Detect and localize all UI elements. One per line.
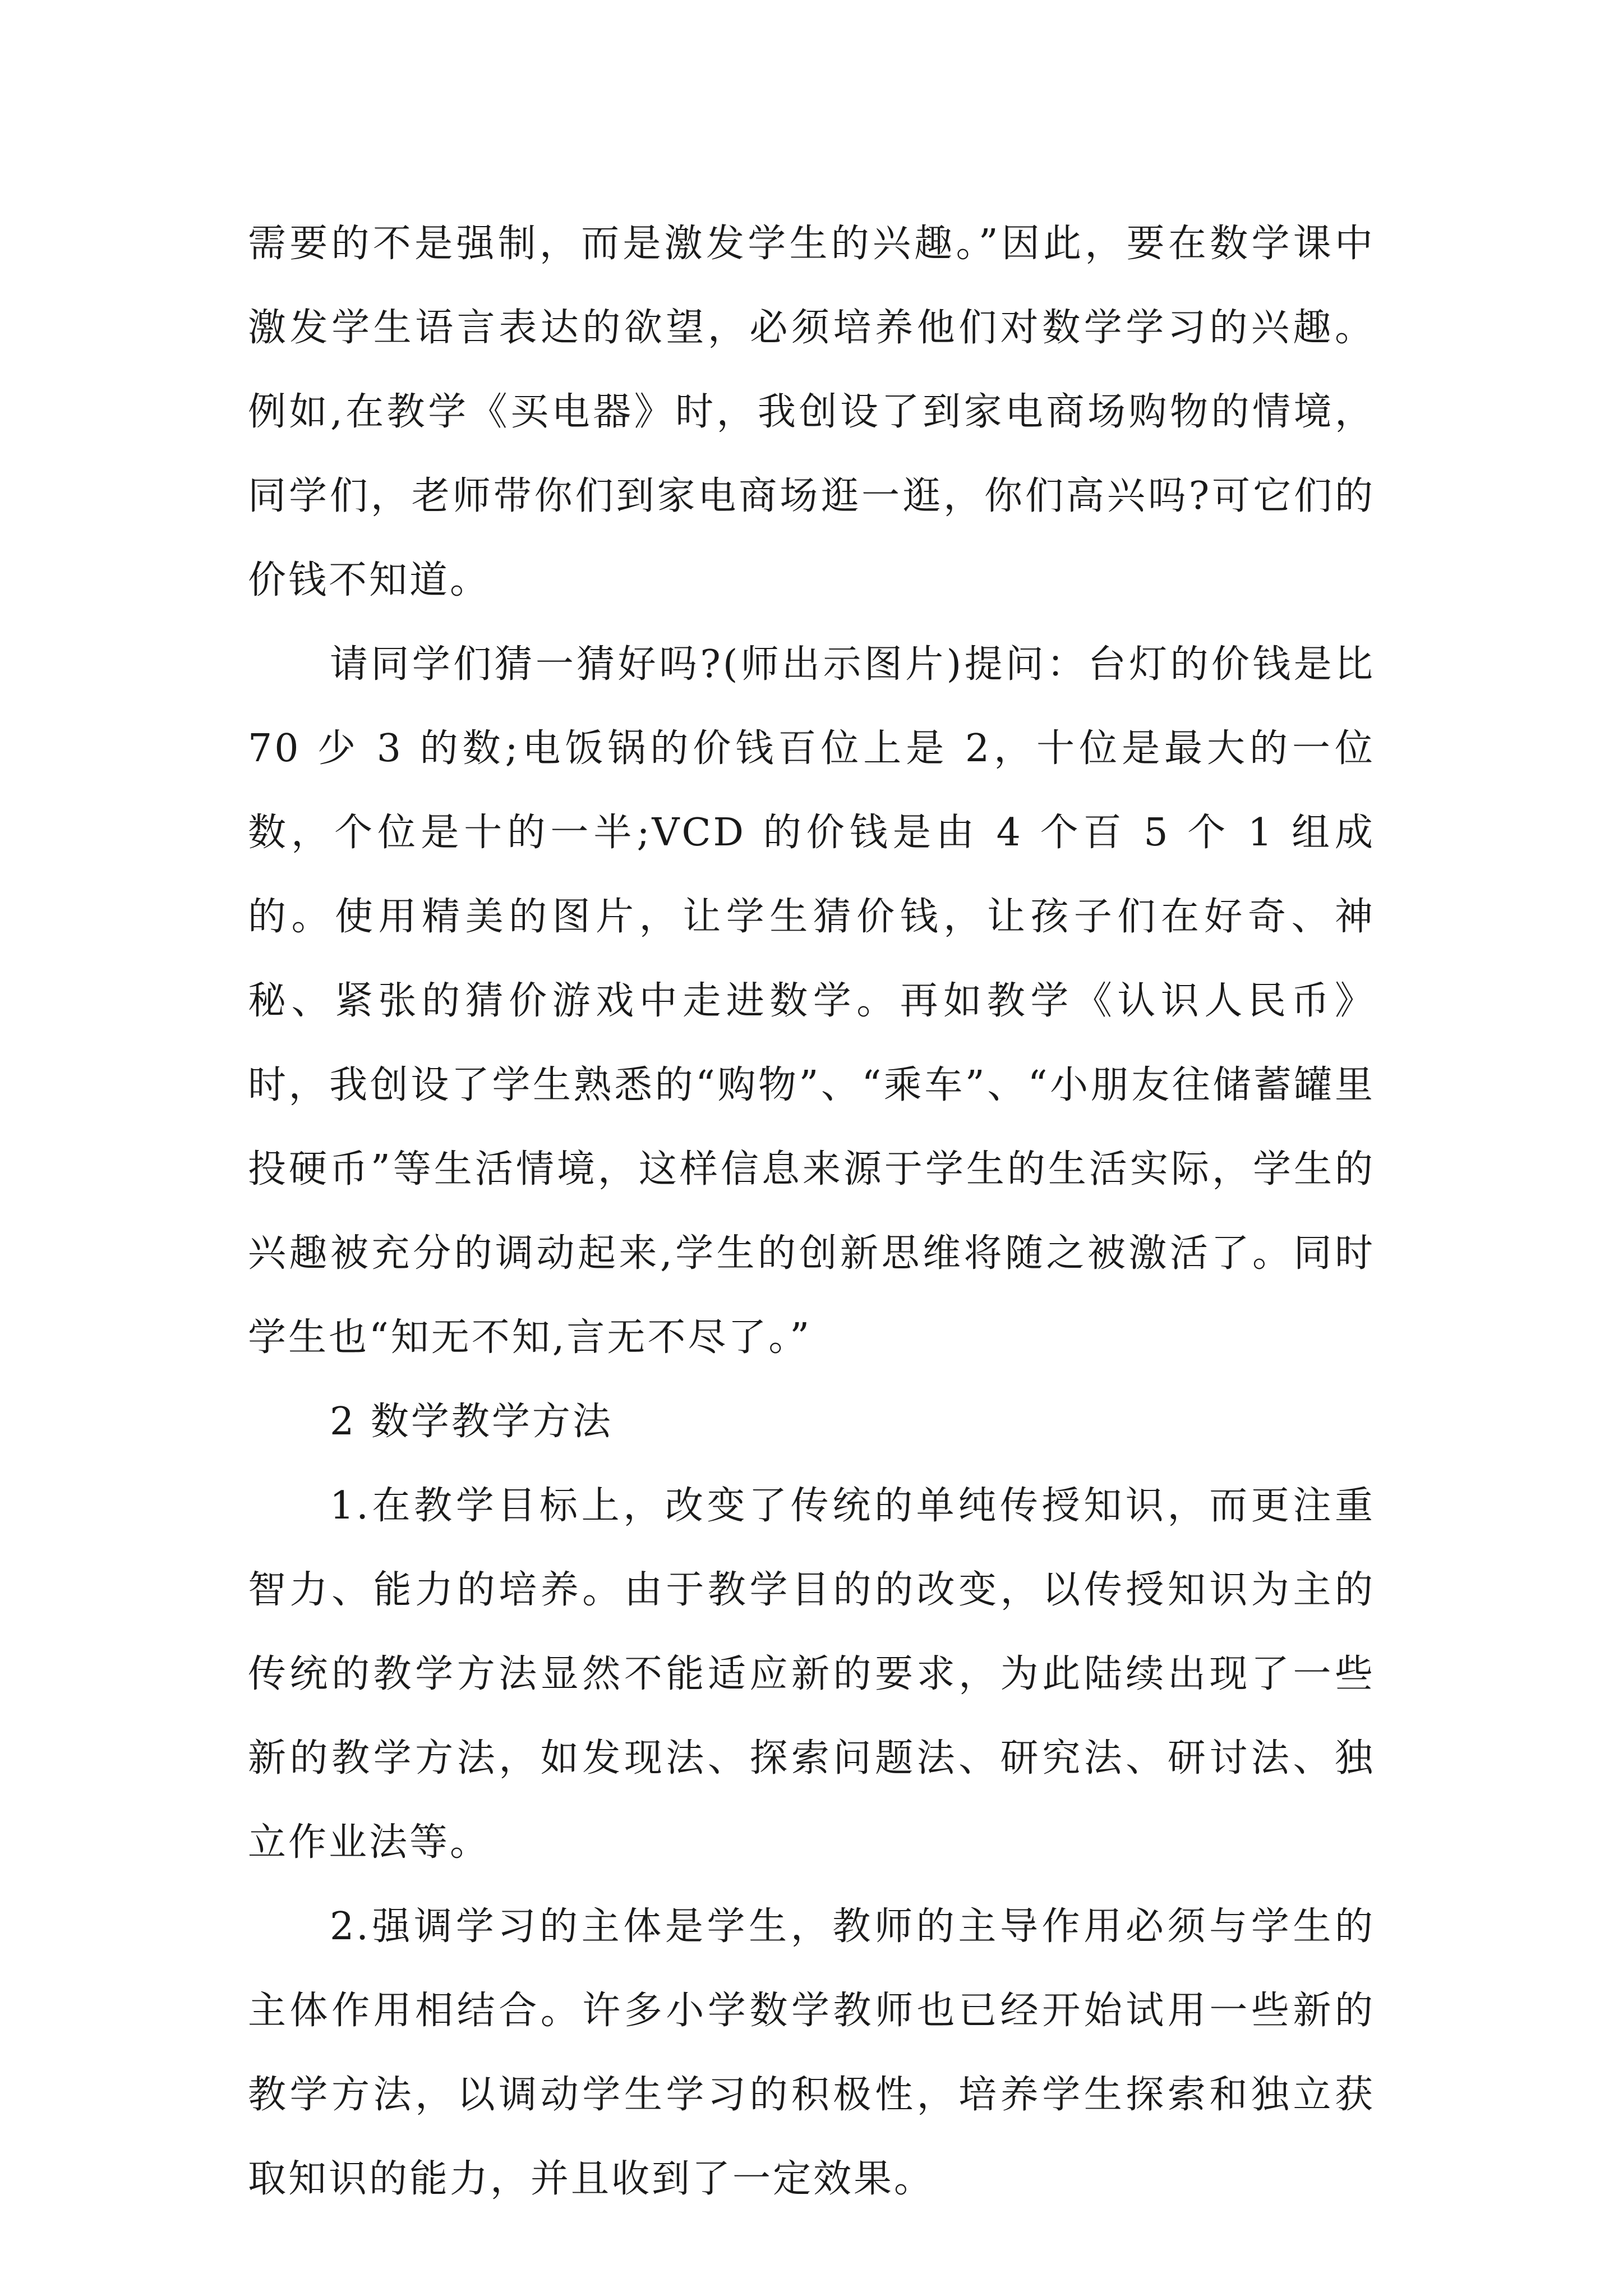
paragraph-continuation: 需要的不是强制，而是激发学生的兴趣。”因此，要在数学课中激发学生语言表达的欲望，必须培养他们对数学学习的兴趣。例如,在教学《买电器》时，我创设了到家电商场购物的情境，同学们，老师带你们到家电商场逛一逛，你们高兴吗?可它们的价钱不知道。 xyxy=(248,222,1376,602)
paragraph-point-2: 2.强调学习的主体是学生，教师的主导作用必须与学生的主体作用相结合。许多小学数学教师也已经开始试用一些新的教学方法，以调动学生学习的积极性，培养学生探索和独立获取知识的能力，并且收到了一定效果。 xyxy=(248,1904,1375,2201)
document-body xyxy=(248,202,1375,2221)
paragraph-point-1: 1.在教学目标上，改变了传统的单纯传授知识，而更注重智力、能力的培养。由于教学目的的改变，以传授知识为主的传统的教学方法显然不能适应新的要求，为此陆续出现了一些新的教学方法，如发现法、探索问题法、研究法、研讨法、独立作业法等。 xyxy=(248,1484,1375,1865)
section-heading: 2 数学教学方法 xyxy=(330,1400,613,1444)
paragraph-price-guessing: 请同学们猜一猜好吗?(师出示图片)提问：台灯的价钱是比 70 少 3 的数;电饭锅的价钱百位上是 2，十位是最大的一位数，个位是十的一半;VCD 的价钱是由 4 个百 5 个 1 组成的。使用精美的图片，让学生猜价钱，让孩子们在好奇、神秘、紧张的猜价游戏中走进数学。再如教学《认识人民币》时，我创设了学生熟悉的“购物”、“乘车”、“小朋友往储蓄罐里投硬币”等生活情境，这样信息来源于学生的生活实际，学生的兴趣被充分的调动起来,学生的创新思维将随之被激活了。同时学生也“知无不知,言无不尽了。” xyxy=(248,642,1375,1360)
